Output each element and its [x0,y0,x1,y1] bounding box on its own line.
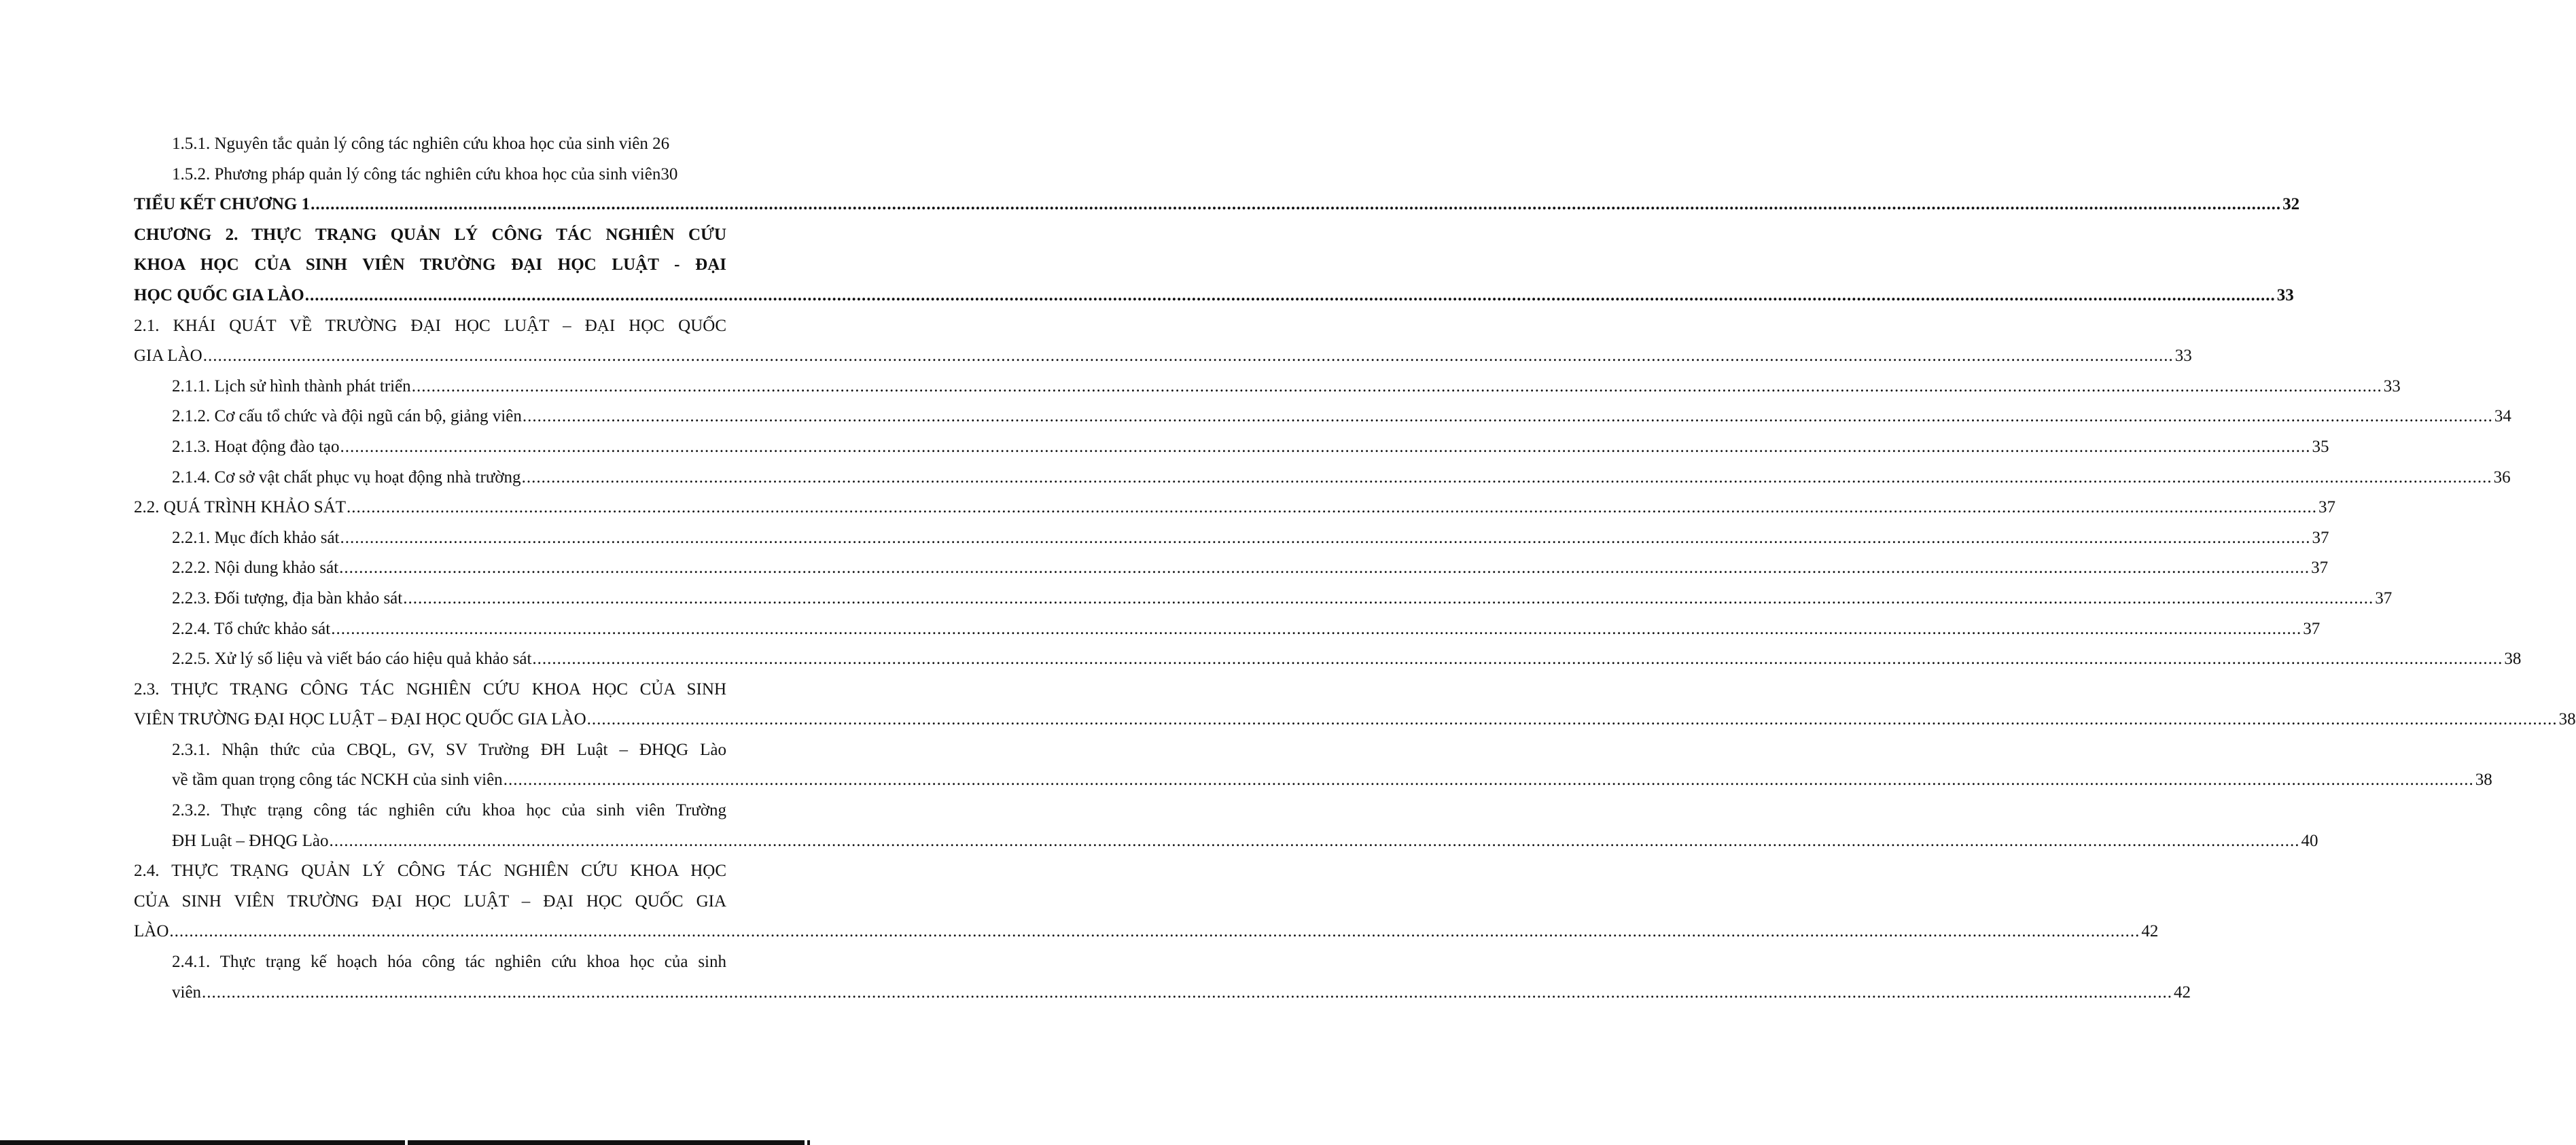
toc-entry-last-line [172,402,2511,432]
toc-entry [172,947,2191,1008]
toc-entry [134,311,2192,372]
toc-entry-title: 2.1.2. Cơ cấu tổ chức và đội ngũ cán bộ, giảng viên [172,407,522,426]
toc-page-number: 35 [2312,437,2329,456]
toc-page-number: 33 [2276,285,2294,304]
toc-entry-title: TIỂU KẾT CHƯƠNG 1 [134,195,311,214]
toc-entry [172,523,2329,554]
toc-entry-last-line [172,523,2329,554]
toc-entry-last-line [134,493,2336,523]
toc-page-number: 36 [2493,468,2511,487]
toc-entry-title: 2.2. QUÁ TRÌNH KHẢO SÁT [134,498,347,517]
toc-entry-title: 2.2.1. Mục đích khảo sát [172,528,340,547]
dot-leader: ................................................................................................................................................................................................................................................................................................................................................................................................................ [339,559,2310,578]
dot-leader: ................................................................................................................................................................................................................................................................................................................................................................................................................ [304,285,2276,304]
toc-page-number: 42 [2141,922,2159,941]
toc-entry-line: 2.3.1. Nhận thức của CBQL, GV, SV Trường ĐH Luật – ĐHQG Lào [172,740,726,759]
toc-page-number: 34 [2494,407,2511,426]
dot-leader: ................................................................................................................................................................................................................................................................................................................................................................................................................ [411,376,2382,395]
toc-entry-line: 2.3. THỰC TRẠNG CÔNG TÁC NGHIÊN CỨU KHOA HỌC CỦA SINH [134,680,726,699]
table-of-contents [134,129,2576,1008]
dot-leader: ................................................................................................................................................................................................................................................................................................................................................................................................................ [521,468,2492,487]
toc-entry-line: CHƯƠNG 2. THỰC TRẠNG QUẢN LÝ CÔNG TÁC NGHIÊN CỨU [134,225,726,244]
toc-entry [134,675,2576,735]
toc-entry-line: 2.4. THỰC TRẠNG QUẢN LÝ CÔNG TÁC NGHIÊN CỨU KHOA HỌC [134,862,726,881]
toc-entry [172,614,2321,645]
toc-entry-title: 2.1.4. Cơ sở vật chất phục vụ hoạt động nhà trường [172,468,521,487]
page-edge-gap [405,1140,408,1145]
dot-leader: ................................................................................................................................................................................................................................................................................................................................................................................................................ [347,498,2318,517]
toc-entry-title: 2.2.2. Nội dung khảo sát [172,559,339,578]
dot-leader: ................................................................................................................................................................................................................................................................................................................................................................................................................ [340,528,2311,547]
toc-entry-last-line [172,553,2329,584]
toc-entry-line: 2.3.2. Thực trạng công tác nghiên cứu khoa học của sinh viên Trường [172,801,726,820]
dot-leader: ................................................................................................................................................................................................................................................................................................................................................................................................................ [202,347,2174,366]
toc-entry-title: LÀO [134,922,169,941]
toc-entry [172,553,2329,584]
toc-page-number: 42 [2174,983,2191,1002]
toc-page-number: 38 [2475,771,2492,790]
toc-entry [134,190,2300,220]
toc-entry-title: VIÊN TRƯỜNG ĐẠI HỌC LUẬT – ĐẠI HỌC QUỐC GIA LÀO [134,710,586,729]
toc-entry-last-line [172,372,2401,402]
toc-entry-title: 2.2.5. Xử lý số liệu và viết báo cáo hiệu quả khảo sát [172,650,532,669]
dot-leader: ................................................................................................................................................................................................................................................................................................................................................................................................................ [329,831,2300,850]
toc-page-number: 37 [2312,528,2329,547]
toc-entry-last-line [172,614,2321,645]
toc-entry [172,372,2401,402]
toc-page-number: 33 [2383,376,2401,395]
toc-page-number: 40 [2301,831,2318,850]
toc-entry [134,493,2336,523]
toc-entry-title: về tầm quan trọng công tác NCKH của sinh viên [172,771,503,790]
toc-entry-title: ĐH Luật – ĐHQG Lào [172,831,329,850]
toc-entry-text: 1.5.2. Phương pháp quản lý công tác nghiên cứu khoa học của sinh viên30 [172,164,678,183]
toc-entry-last-line [134,705,2576,735]
toc-page-number: 37 [2303,619,2321,638]
toc-entry-line: 2.4.1. Thực trạng kế hoạch hóa công tác nghiên cứu khoa học của sinh [172,953,726,972]
toc-entry-title: 2.2.3. Đối tượng, địa bàn khảo sát [172,588,403,607]
toc-entry-last-line [172,463,2511,493]
toc-entry-title: 2.1.1. Lịch sử hình thành phát triển [172,376,411,395]
toc-entry-title: HỌC QUỐC GIA LÀO [134,285,304,304]
dot-leader: ................................................................................................................................................................................................................................................................................................................................................................................................................ [340,437,2311,456]
toc-entry-title: GIA LÀO [134,347,202,366]
toc-entry-last-line [172,826,2318,857]
toc-entry-last-line [172,432,2329,463]
toc-entry-last-line [172,978,2191,1008]
dot-leader: ................................................................................................................................................................................................................................................................................................................................................................................................................ [586,710,2558,729]
toc-entry [172,735,2492,796]
dot-leader: ................................................................................................................................................................................................................................................................................................................................................................................................................ [202,983,2173,1002]
toc-entry-title: 2.1.3. Hoạt động đào tạo [172,437,340,456]
dot-leader: ................................................................................................................................................................................................................................................................................................................................................................................................................ [532,650,2503,669]
dot-leader: ................................................................................................................................................................................................................................................................................................................................................................................................................ [503,771,2474,790]
page-edge-gap [805,1140,807,1145]
dot-leader: ................................................................................................................................................................................................................................................................................................................................................................................................................ [403,588,2374,607]
toc-entry [172,796,2318,856]
toc-page-number: 37 [2318,498,2336,517]
toc-entry [172,402,2511,432]
toc-entry-last-line [172,644,2522,675]
toc-entry-line: KHOA HỌC CỦA SINH VIÊN TRƯỜNG ĐẠI HỌC LUẬT - ĐẠI [134,256,726,275]
toc-entry-line: CỦA SINH VIÊN TRƯỜNG ĐẠI HỌC LUẬT – ĐẠI HỌC QUỐC GIA [134,892,726,911]
toc-entry-last-line [172,765,2492,796]
toc-page-number: 37 [2311,559,2329,578]
toc-entry-title: 2.2.4. Tổ chức khảo sát [172,619,331,638]
toc-entry [172,584,2393,614]
dot-leader: ................................................................................................................................................................................................................................................................................................................................................................................................................ [522,407,2493,426]
toc-page-number: 38 [2558,710,2576,729]
dot-leader: ................................................................................................................................................................................................................................................................................................................................................................................................................ [331,619,2302,638]
dot-leader: ................................................................................................................................................................................................................................................................................................................................................................................................................ [169,922,2140,941]
toc-page-number: 38 [2504,650,2522,669]
toc-entry [172,432,2329,463]
toc-entry-last-line [134,341,2192,372]
toc-page-number: 33 [2174,347,2192,366]
toc-entry-last-line [172,584,2393,614]
toc-entry [134,220,2294,311]
toc-entry-text: 1.5.1. Nguyên tắc quản lý công tác nghiên cứu khoa học của sinh viên 26 [172,135,670,153]
dot-leader: ................................................................................................................................................................................................................................................................................................................................................................................................................ [311,195,2282,214]
toc-entry-line: 2.1. KHÁI QUÁT VỀ TRƯỜNG ĐẠI HỌC LUẬT – ĐẠI HỌC QUỐC [134,316,726,335]
toc-entry [172,463,2511,493]
toc-entry [172,644,2522,675]
toc-entry-title: viên [172,983,202,1002]
toc-entry-last-line [134,281,2294,311]
toc-page-number: 37 [2375,588,2393,607]
toc-entry-last-line [134,190,2300,220]
toc-entry [134,856,2159,947]
toc-entry-last-line [134,917,2159,947]
toc-page-number: 32 [2282,195,2300,214]
